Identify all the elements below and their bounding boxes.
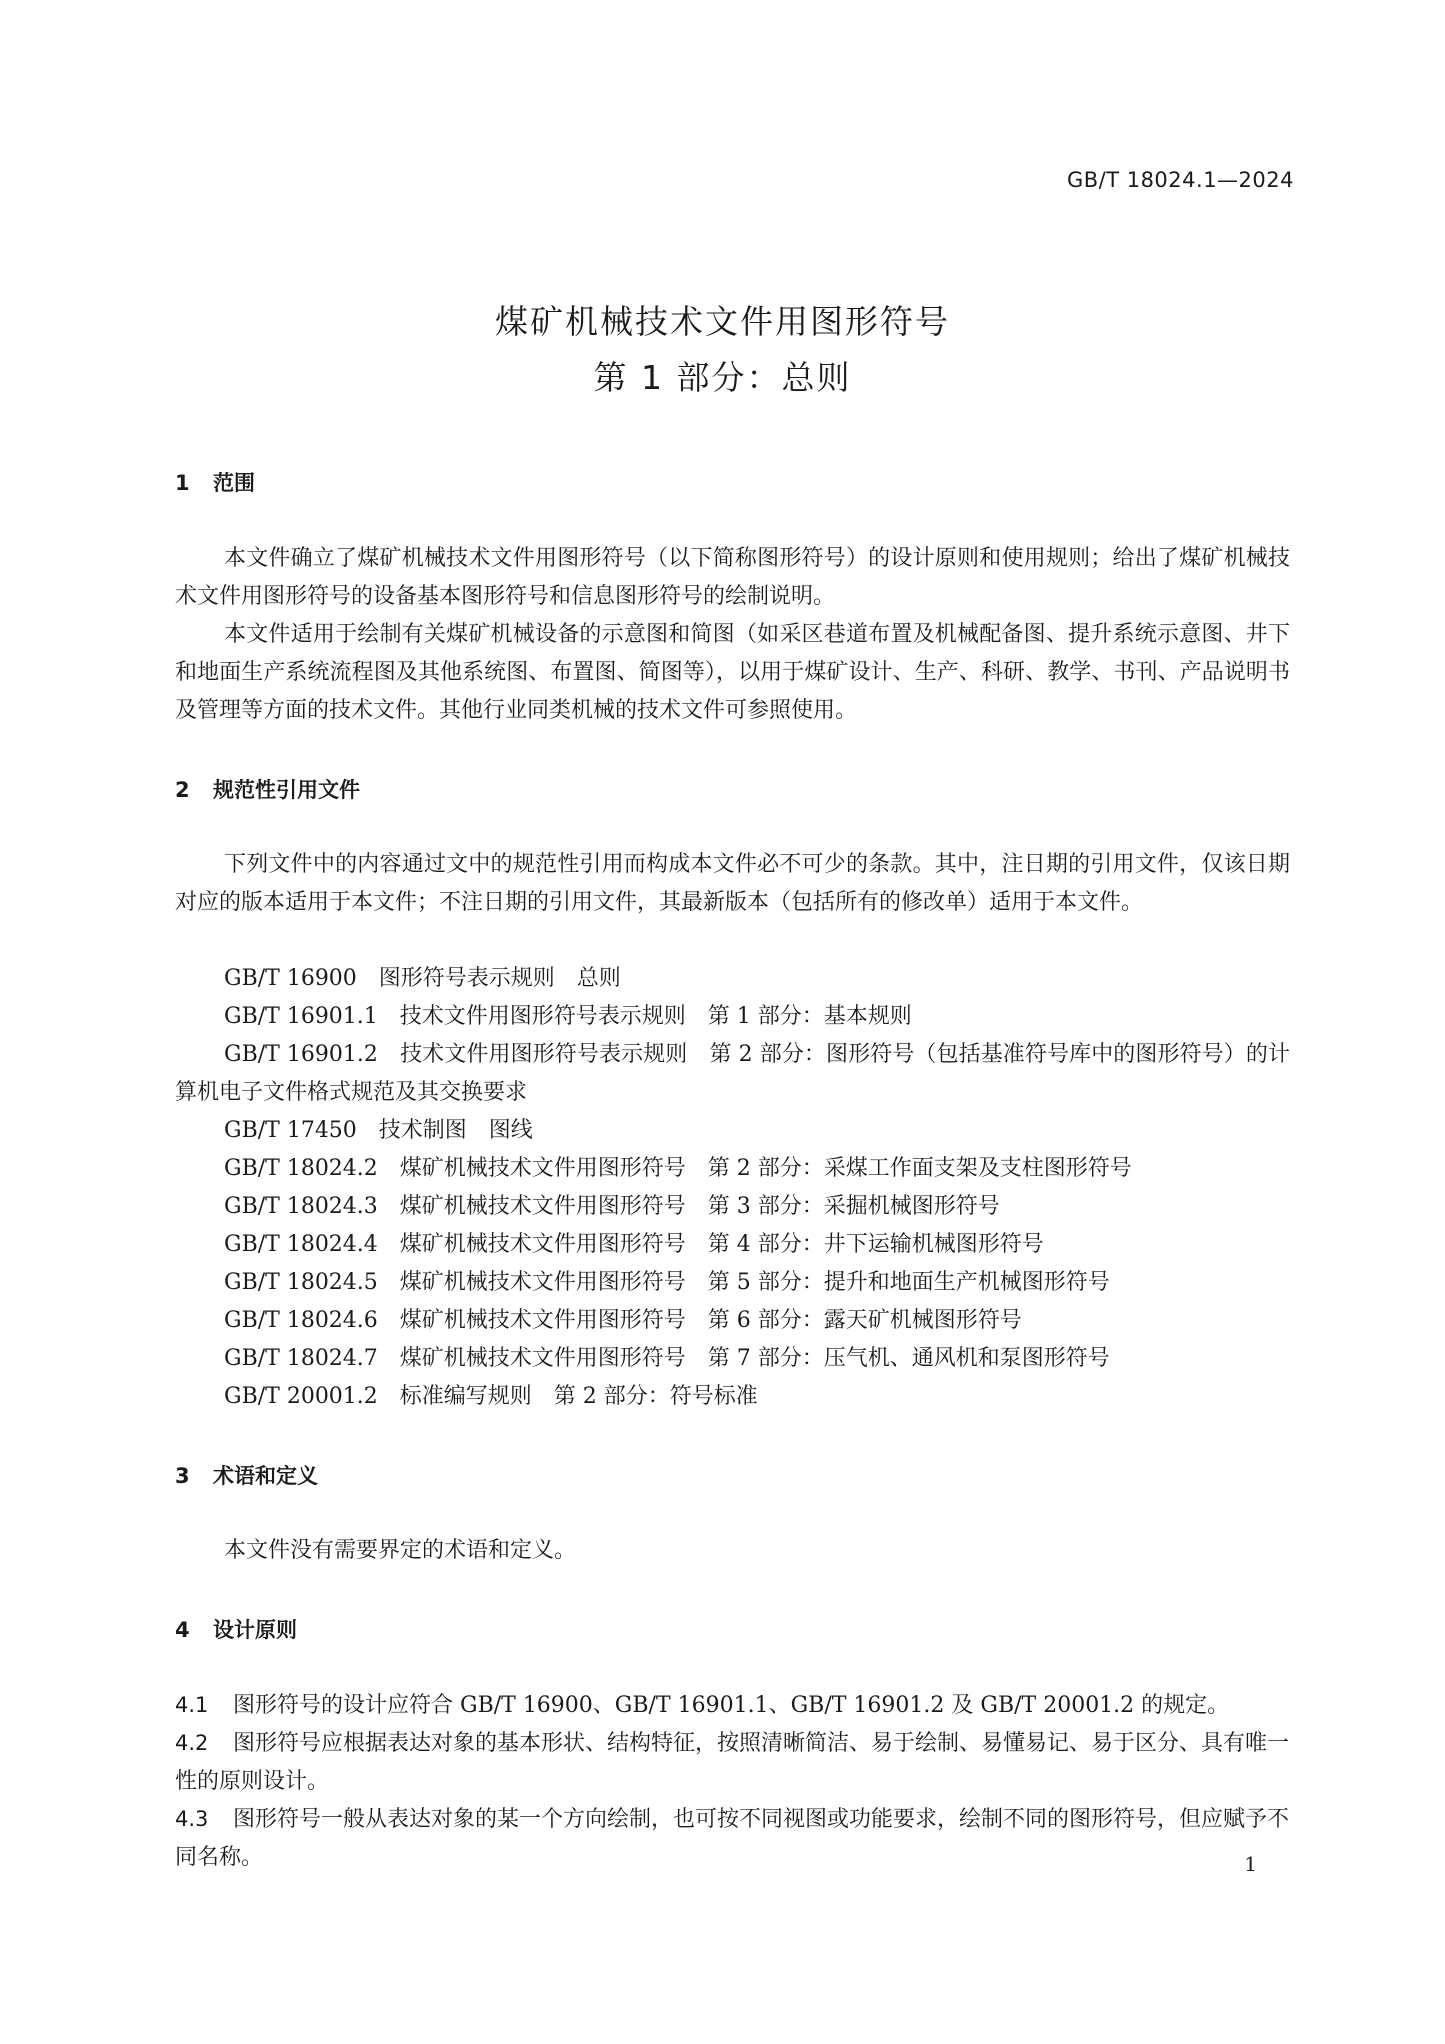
clause-text: 图形符号应根据表达对象的基本形状、结构特征，按照清晰简洁、易于绘制、易懂易记、易于区分、具有唯一性的原则设计。: [175, 1731, 1290, 1794]
section-heading-terms: [175, 1460, 318, 1490]
section-number: 2: [175, 778, 190, 802]
section-title: 范围: [213, 471, 255, 495]
clause-number: 4.1: [175, 1693, 209, 1717]
section-number: 3: [175, 1464, 190, 1488]
section-heading-scope: [175, 467, 255, 497]
reference-item: GB/T 16901.2 技术文件用图形符号表示规则 第 2 部分：图形符号（包括基准符号库中的图形符号）的计算机电子文件格式规范及其交换要求: [175, 1042, 1290, 1105]
clause-4-2: [175, 1724, 1290, 1801]
clause-number: 4.3: [175, 1807, 209, 1831]
section-number: 4: [175, 1618, 190, 1642]
reference-item: GB/T 16901.1 技术文件用图形符号表示规则 第 1 部分：基本规则: [224, 1004, 912, 1029]
reference-item: GB/T 18024.4 煤矿机械技术文件用图形符号 第 4 部分：井下运输机械图形符号: [224, 1232, 1044, 1257]
section-title: 设计原则: [213, 1618, 297, 1642]
clause-text: 图形符号一般从表达对象的某一个方向绘制，也可按不同视图或功能要求，绘制不同的图形符号，但应赋予不同名称。: [175, 1807, 1290, 1870]
section-number: 1: [175, 471, 190, 495]
references-intro: 下列文件中的内容通过文中的规范性引用而构成本文件必不可少的条款。其中，注日期的引用文件，仅该日期对应的版本适用于本文件；不注日期的引用文件，其最新版本（包括所有的修改单）适用于本文件。: [175, 852, 1290, 915]
reference-item: GB/T 18024.3 煤矿机械技术文件用图形符号 第 3 部分：采掘机械图形符号: [224, 1194, 1000, 1219]
scope-paragraph-1: 本文件确立了煤矿机械技术文件用图形符号（以下简称图形符号）的设计原则和使用规则；给出了煤矿机械技术文件用图形符号的设备基本图形符号和信息图形符号的绘制说明。: [175, 546, 1290, 609]
reference-item: GB/T 18024.6 煤矿机械技术文件用图形符号 第 6 部分：露天矿机械图形符号: [224, 1308, 1022, 1333]
reference-item: GB/T 18024.2 煤矿机械技术文件用图形符号 第 2 部分：采煤工作面支架及支柱图形符号: [224, 1156, 1132, 1181]
document-title: [0, 294, 1445, 406]
clause-text: 图形符号的设计应符合 GB/T 16900、GB/T 16901.1、GB/T 16901.2 及 GB/T 20001.2 的规定。: [233, 1693, 1230, 1718]
section-heading-design-principles: [175, 1614, 297, 1644]
page-number: 1: [1244, 1852, 1257, 1876]
clause-4-3: [175, 1800, 1290, 1877]
clause-4-1: [175, 1686, 1290, 1725]
section-title: 术语和定义: [213, 1464, 318, 1488]
reference-item: GB/T 18024.5 煤矿机械技术文件用图形符号 第 5 部分：提升和地面生产机械图形符号: [224, 1270, 1110, 1295]
reference-item: GB/T 20001.2 标准编写规则 第 2 部分：符号标准: [224, 1384, 758, 1409]
section-heading-normative-references: [175, 774, 360, 804]
title-line-1: 煤矿机械技术文件用图形符号: [495, 302, 950, 341]
reference-item: GB/T 16900 图形符号表示规则 总则: [224, 966, 621, 991]
title-line-2: 第 1 部分：总则: [593, 358, 852, 397]
reference-item: GB/T 17450 技术制图 图线: [224, 1118, 533, 1143]
scope-paragraph-2: 本文件适用于绘制有关煤矿机械设备的示意图和简图（如采区巷道布置及机械配备图、提升系统示意图、井下和地面生产系统流程图及其他系统图、布置图、简图等），以用于煤矿设计、生产、科研、教学、书刊、产品说明书及管理等方面的技术文件。其他行业同类机械的技术文件可参照使用。: [175, 622, 1290, 723]
reference-item: GB/T 18024.7 煤矿机械技术文件用图形符号 第 7 部分：压气机、通风机和泵图形符号: [224, 1346, 1110, 1371]
clause-number: 4.2: [175, 1731, 209, 1755]
section-title: 规范性引用文件: [213, 778, 360, 802]
document-code: GB/T 18024.1—2024: [1066, 168, 1294, 192]
terms-paragraph: 本文件没有需要界定的术语和定义。: [224, 1538, 577, 1563]
